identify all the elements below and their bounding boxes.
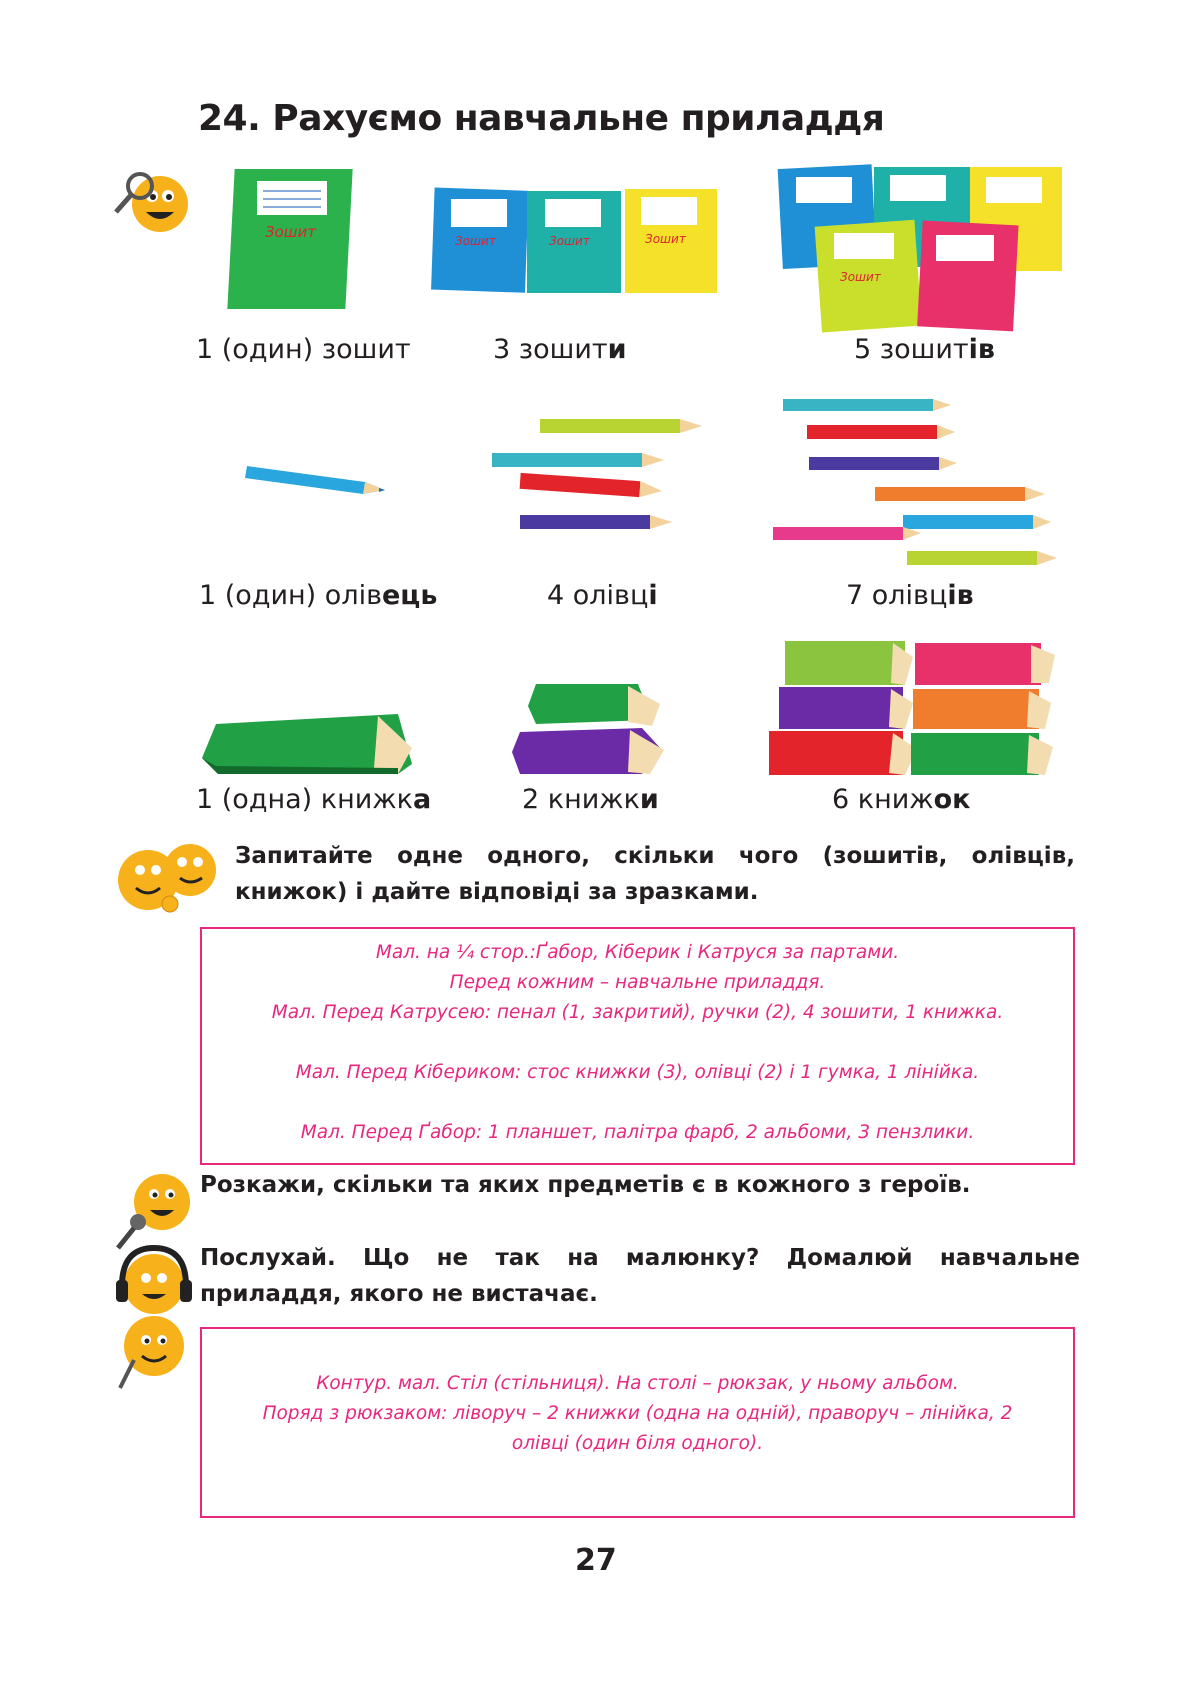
caption-book-one: 1 (одна) книжка (196, 784, 432, 815)
notebooks-five-image (770, 163, 1070, 333)
book-single-image (198, 708, 418, 780)
svg-text:Зошит: Зошит (549, 234, 590, 248)
note1-line-4: Мал. Перед Кібериком: стос книжки (3), олівці (2) і 1 гумка, 1 лінійка. (295, 1062, 980, 1083)
illustration-note-box-1 (200, 927, 1075, 1165)
illustration-note-box-2 (200, 1327, 1075, 1518)
note2-line-3: олівці (один біля одного). (511, 1433, 764, 1454)
page-number: 27 (575, 1543, 617, 1578)
note1-line-2: Перед кожним – навчальне приладдя. (449, 972, 826, 993)
pencil-smiley-icon (112, 1310, 188, 1392)
lesson-title: 24. Рахуємо навчальне приладдя (198, 98, 885, 139)
pencil-single-image (245, 460, 395, 500)
svg-text:Зошит: Зошит (840, 270, 881, 284)
task-listen-and-draw: Послухай. Що не так на малюнку? Домалюй навчальне приладдя, якого не вистачає. (200, 1245, 1080, 1307)
note2-line-1: Контур. мал. Стіл (стільниця). На столі – рюкзак, у ньому альбом. (316, 1373, 959, 1394)
caption-book-six: 6 книжок (832, 784, 971, 815)
notebook-single-image (225, 163, 365, 313)
caption-notebook-one: 1 (один) зошит (196, 334, 411, 365)
note1-line-3: Мал. Перед Катрусею: пенал (1, закритий), ручки (2), 4 зошити, 1 книжка. (271, 1002, 1004, 1023)
talking-smileys-icon (112, 838, 222, 918)
caption-pencil-seven: 7 олівців (846, 580, 974, 611)
note1-line-5: Мал. Перед Ґабор: 1 планшет, палітра фарб, 2 альбоми, 3 пензлики. (300, 1122, 975, 1143)
books-six-image (765, 637, 1065, 782)
caption-pencil-four: 4 олівці (547, 580, 658, 611)
pencils-seven-image (773, 395, 1073, 575)
note2-line-2: Поряд з рюкзаком: ліворуч – 2 книжки (одна на одній), праворуч – лінійка, 2 (262, 1403, 1013, 1424)
task-ask-each-other: Запитайте одне одного, скільки чого (зошитів, олівців, книжок) і дайте відповіді за зразками. (235, 843, 1075, 905)
pencils-four-image (490, 415, 705, 545)
caption-notebook-five: 5 зошитів (854, 334, 995, 365)
books-two-image (510, 680, 680, 780)
svg-text:Зошит: Зошит (455, 234, 496, 248)
caption-book-two: 2 книжки (522, 784, 659, 815)
task-tell-about-heroes: Розкажи, скільки та яких предметів є в кожного з героїв. (200, 1172, 971, 1198)
svg-text:Зошит: Зошит (645, 232, 686, 246)
caption-pencil-one: 1 (один) олівець (199, 580, 438, 611)
note1-line-1: Мал. на ¼ стор.:Ґабор, Кіберик і Катруся за партами. (375, 942, 900, 963)
svg-text:Зошит: Зошит (265, 223, 317, 241)
notebooks-three-image (425, 185, 730, 300)
magnifier-smiley-icon (112, 168, 188, 238)
caption-notebook-three: 3 зошити (493, 334, 627, 365)
